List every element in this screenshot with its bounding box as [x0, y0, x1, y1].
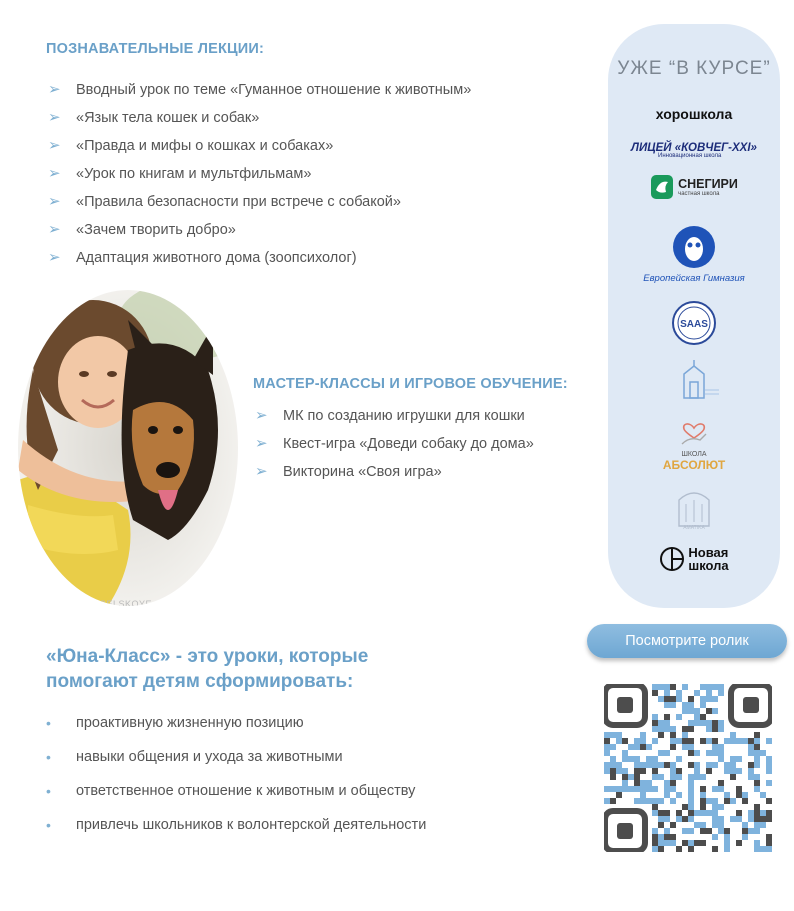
list-item: • проактивную жизненную позицию [46, 706, 426, 740]
list-item: ➢ «Язык тела кошек и собак» [46, 104, 471, 132]
chevron-right-icon: ➢ [255, 407, 268, 424]
list-item: ➢ «Правда и мифы о кошках и собаках» [46, 132, 471, 160]
logo-absolut: ШКОЛА АБСОЛЮТ [608, 414, 780, 472]
building-icon [669, 360, 719, 400]
chevron-right-icon: ➢ [48, 81, 61, 98]
lectures-title: ПОЗНАВАТЕЛЬНЫЕ ЛЕКЦИИ: [46, 41, 265, 57]
logo-amatika [608, 486, 780, 535]
owl-emblem-icon [671, 224, 717, 270]
list-item: ➢ Квест-игра «Доведи собаку до дома» [253, 430, 534, 458]
photo-watermark: NGELSKOYE [92, 599, 153, 606]
logo-saas [608, 300, 780, 351]
partners-sidebar [608, 24, 780, 608]
chevron-right-icon: ➢ [48, 165, 61, 182]
benefits-title: «Юна-Класс» - это уроки, которые помогают детям сформировать: [46, 646, 369, 692]
chevron-right-icon: ➢ [48, 193, 61, 210]
partners-title: УЖЕ “В КУРСЕ” [617, 58, 771, 79]
novaya-shkola-emblem-icon [659, 546, 685, 572]
list-item: • навыки общения и ухода за животными [46, 740, 426, 774]
chevron-right-icon: ➢ [255, 463, 268, 480]
bullet-icon: • [46, 749, 51, 765]
list-item: ➢ Адаптация животного дома (зоопсихолог) [46, 244, 471, 272]
chevron-right-icon: ➢ [48, 137, 61, 154]
chevron-right-icon: ➢ [255, 435, 268, 452]
chevron-right-icon: ➢ [48, 109, 61, 126]
list-item: ➢ Викторина «Своя игра» [253, 458, 534, 486]
list-item: ➢ «Зачем творить добро» [46, 216, 471, 244]
lectures-list [46, 76, 471, 272]
list-item: ➢ «Правила безопасности при встрече с собакой» [46, 188, 471, 216]
logo-khoroshkola: хорошкола [655, 106, 733, 122]
chevron-right-icon: ➢ [48, 221, 61, 238]
qr-code[interactable] [604, 684, 772, 852]
list-item: ➢ Вводный урок по теме «Гуманное отношение к животным» [46, 76, 471, 104]
girl-with-dog-photo [18, 290, 238, 606]
masterclasses-title: МАСТЕР-КЛАССЫ И ИГРОВОЕ ОБУЧЕНИЕ: [253, 376, 568, 392]
heart-hand-icon [676, 414, 712, 448]
logo-novaya-shkola: Новая школа [608, 546, 780, 572]
list-item: • ответственное отношение к животным и обществу [46, 774, 426, 808]
bullet-icon: • [46, 817, 51, 833]
masterclasses-list [253, 402, 534, 486]
chevron-right-icon: ➢ [48, 249, 61, 266]
bird-icon [650, 174, 674, 200]
watch-video-button[interactable]: Посмотрите ролик [587, 624, 787, 658]
bullet-icon: • [46, 715, 51, 731]
logo-snegiri: СНЕГИРИ частная школа [608, 174, 780, 200]
logo-european-gymnasium: Европейская Гимназия [608, 224, 780, 284]
saas-label: SAAS [680, 319, 708, 330]
benefits-list [46, 706, 426, 842]
list-item: ➢ МК по созданию игрушки для кошки [253, 402, 534, 430]
logo-school-building [608, 360, 780, 405]
bullet-icon: • [46, 783, 51, 799]
list-item: • привлечь школьников к волонтерской деятельности [46, 808, 426, 842]
logo-kovcheg: ЛИЦЕЙ «КОВЧЕГ-XXI» Инновационная школа [631, 142, 757, 159]
amatika-label: AMATIKA [683, 525, 705, 530]
list-item: ➢ «Урок по книгам и мультфильмам» [46, 160, 471, 188]
